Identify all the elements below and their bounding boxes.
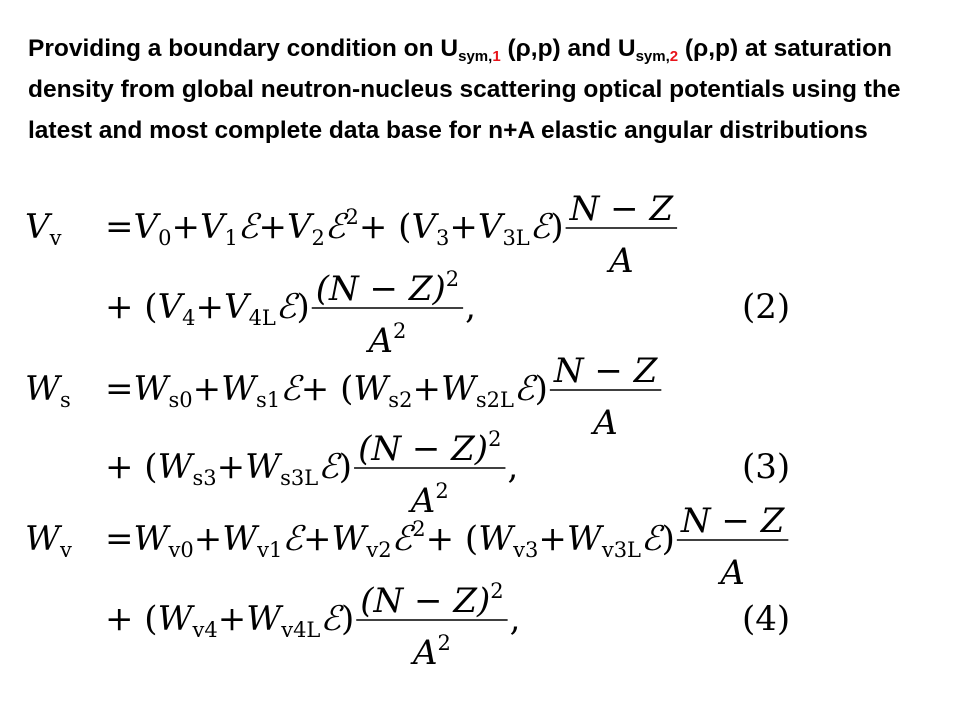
math-subscript: 3 (436, 226, 450, 250)
fraction-numerator: N − Z (569, 190, 674, 229)
math-subscript: v4L (281, 618, 321, 642)
math-subscript: v3L (601, 538, 641, 562)
math-term: + (193, 519, 223, 559)
math-subscript: v4 (192, 618, 218, 642)
heading-text-1: Providing a boundary condition on U (28, 35, 459, 62)
math-superscript: 2 (412, 517, 426, 541)
math-term: W (133, 369, 169, 409)
math-term: ℰ (282, 519, 303, 559)
equation-lhs: W (25, 369, 60, 409)
fraction-numerator-exponent: 2 (445, 267, 460, 291)
fraction-numerator: (N − Z) (358, 429, 489, 469)
math-term: V (411, 207, 436, 247)
math-term: + (171, 207, 200, 247)
math-subscript: v0 (168, 538, 194, 562)
math-term: ) (340, 599, 355, 639)
fraction-denominator-exponent: 2 (435, 479, 449, 503)
math-subscript: 0 (158, 226, 172, 250)
math-term: V (157, 287, 183, 327)
math-term: + (195, 287, 224, 327)
math-term: ℰ (513, 369, 535, 409)
math-comma: , (509, 599, 521, 639)
math-term: + (217, 599, 247, 639)
math-subscript: s1 (256, 388, 281, 412)
math-term: + (538, 519, 567, 559)
math-subscript: s2 (388, 388, 413, 412)
math-term: + ( (105, 287, 158, 327)
math-term: W (157, 599, 193, 639)
fraction-numerator: N − Z (553, 351, 658, 391)
math-term: + (192, 369, 222, 409)
math-term: W (133, 519, 169, 559)
math-term: ) (550, 207, 564, 247)
fraction-numerator: N − Z (680, 501, 785, 541)
math-term: + ( (300, 369, 354, 409)
math-term: ℰ (280, 369, 301, 409)
fraction-denominator: A (368, 321, 394, 361)
heading-text-3: (ρ,p) at saturation density from global neutron-nucleus scattering optical potentials using the latest and most complete data base for n+A elastic angular distributions (28, 35, 901, 144)
math-term: ℰ (641, 519, 662, 559)
subscript-sym-2: sym,2 (635, 48, 679, 65)
math-subscript: 3L (502, 226, 530, 250)
equals-sign: = (105, 519, 134, 559)
math-subscript: 4 (182, 306, 196, 330)
equals-sign: = (105, 369, 134, 409)
equation-number: (3) (742, 447, 791, 487)
math-term: ) (661, 519, 675, 559)
math-term: + ( (425, 519, 479, 559)
fraction-denominator: A (593, 403, 618, 443)
math-subscript: v1 (257, 538, 283, 562)
math-term: ) (296, 287, 310, 327)
math-term: W (440, 369, 476, 409)
fraction-denominator: A (410, 481, 436, 521)
math-subscript: 2 (311, 226, 325, 250)
math-subscript: v3 (513, 538, 539, 562)
math-term: ℰ (275, 287, 297, 327)
math-term: + (449, 207, 478, 247)
math-term: ℰ (318, 447, 339, 487)
math-term: ) (534, 369, 548, 409)
fraction-denominator: A (720, 553, 745, 593)
math-term: ℰ (320, 599, 341, 639)
math-term: V (286, 207, 312, 247)
math-term: W (331, 519, 367, 559)
equation-lhs: W (25, 519, 60, 559)
math-term: W (222, 519, 258, 559)
fraction-denominator-exponent: 2 (437, 631, 451, 655)
math-subscript: v2 (366, 538, 392, 562)
math-term: W (566, 519, 602, 559)
math-term: W (245, 447, 281, 487)
fraction-denominator: A (412, 633, 438, 673)
equation-lhs-subscript: v (49, 226, 62, 250)
heading-text-2: (ρ,p) and U (500, 35, 636, 62)
math-term: + ( (105, 599, 158, 639)
subscript-index-2: 2 (669, 48, 679, 65)
slide-heading (28, 28, 938, 151)
math-subscript: 1 (224, 226, 238, 250)
math-term: W (221, 369, 257, 409)
math-subscript: s0 (168, 388, 193, 412)
math-term: W (478, 519, 514, 559)
math-term: W (157, 447, 193, 487)
math-subscript: s3L (280, 466, 319, 490)
math-term: + ( (105, 447, 158, 487)
equations-block (20, 190, 940, 710)
fraction-numerator-exponent: 2 (488, 427, 502, 451)
math-term: ℰ (237, 207, 259, 247)
math-subscript: 4L (248, 306, 276, 330)
fraction-numerator: (N − Z) (360, 581, 491, 621)
subscript-sym-1: sym,1 (458, 48, 501, 65)
math-term: + (302, 519, 332, 559)
math-subscript: s2L (475, 388, 514, 412)
math-term: ℰ (529, 207, 551, 247)
math-comma: , (507, 447, 519, 487)
math-term: + (258, 207, 287, 247)
math-term: W (353, 369, 389, 409)
fraction-denominator-exponent: 2 (393, 319, 407, 343)
equation-lhs-subscript: s (59, 388, 71, 412)
fraction-numerator-exponent: 2 (490, 579, 504, 603)
math-term: ℰ (391, 519, 413, 559)
subscript-index-1: 1 (492, 48, 501, 65)
math-term: + ( (358, 207, 412, 247)
math-term: + (412, 369, 441, 409)
equation-lhs: V (25, 207, 50, 247)
math-term: + (216, 447, 246, 487)
math-term: V (199, 207, 225, 247)
equation-number: (4) (742, 599, 791, 639)
math-comma: , (465, 287, 476, 327)
math-term: V (224, 287, 249, 327)
math-term: W (246, 599, 282, 639)
math-term: V (133, 207, 159, 247)
math-term: V (477, 207, 503, 247)
math-superscript: 2 (345, 205, 359, 229)
fraction-numerator: (N − Z) (315, 269, 446, 309)
math-term: ) (338, 447, 353, 487)
fraction-denominator: A (609, 241, 634, 281)
equation-number: (2) (742, 287, 791, 327)
equals-sign: = (105, 207, 134, 247)
math-term: ℰ (324, 207, 346, 247)
math-subscript: s3 (192, 466, 217, 490)
equation-lhs-subscript: v (59, 538, 72, 562)
